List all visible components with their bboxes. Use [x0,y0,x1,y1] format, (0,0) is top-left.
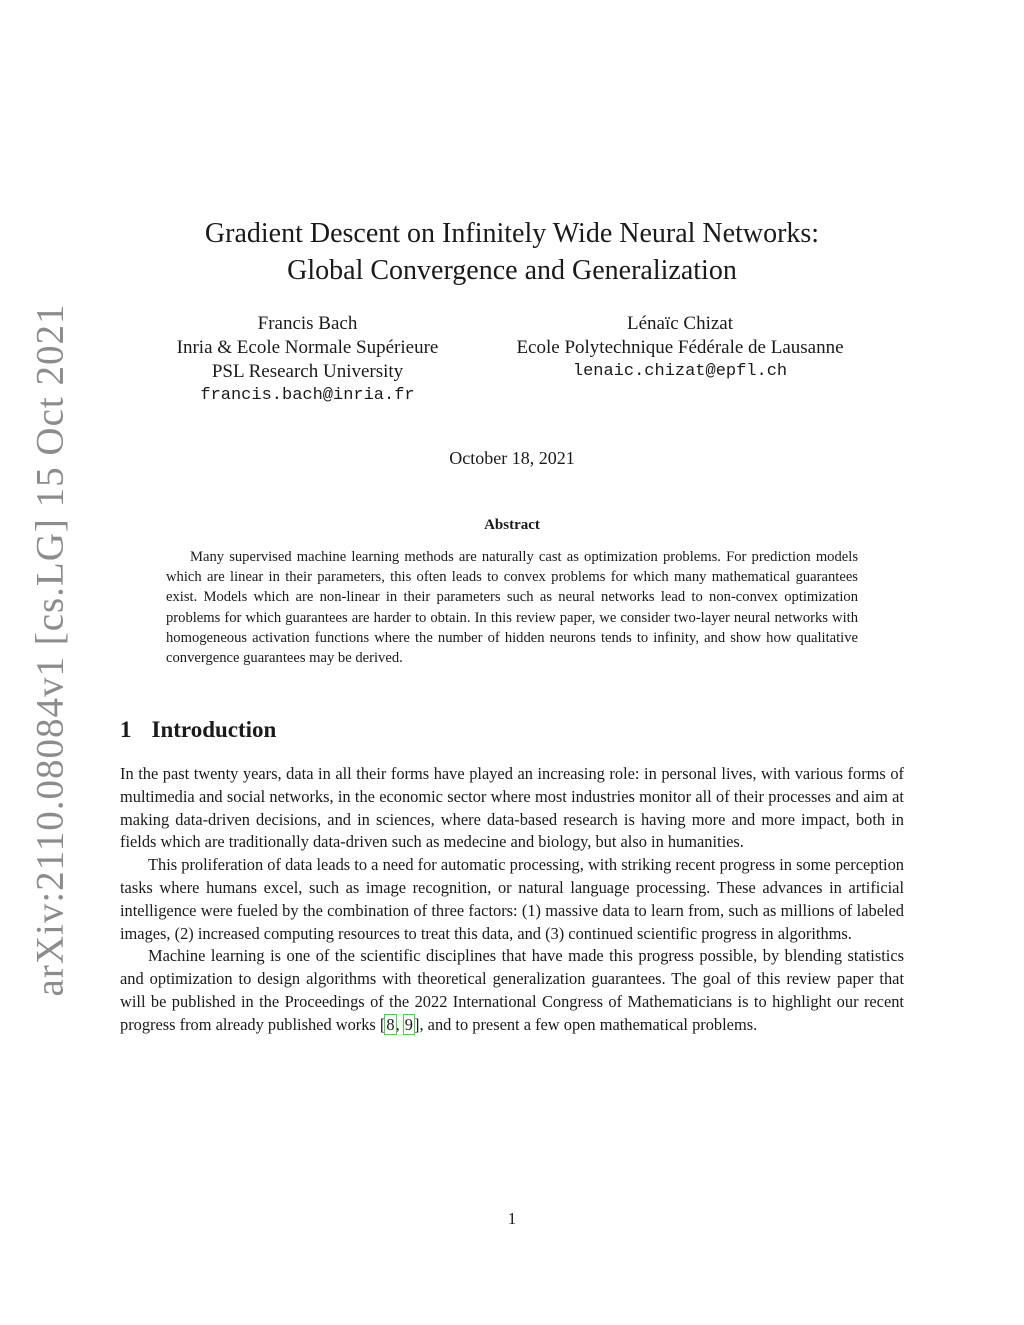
citation-separator: , [395,1014,404,1034]
paper-title-line-1: Gradient Descent on Infinitely Wide Neural Networks: [204,218,820,249]
introduction-body [120,763,904,1037]
section-heading-introduction [120,717,276,743]
author-affiliation: PSL Research University [211,361,404,382]
arxiv-identifier-stamp: arXiv:2110.08084v1 [cs.LG] 15 Oct 2021 [28,303,72,997]
author-affiliation: Ecole Polytechnique Fédérale de Lausanne [516,337,844,358]
author-block-chizat [485,312,875,384]
author-email[interactable]: lenaic.chizat@epfl.ch [572,362,788,381]
paragraph-1: In the past twenty years, data in all their forms have played an increasing role: in personal lives, with various forms of multimedia and social networks, in the economic sector where most industries monitor all of their processes and aim at making data-driven decisions, and in sciences, where data-based research is having more and more impact, both in fields which are traditionally data-driven such as medecine and biology, but also in humanities. [120,764,904,852]
paragraph-3 [120,945,904,1036]
citation-bracket-open: [ [379,1014,386,1034]
paragraph-3-text: Machine learning is one of the scientific disciplines that have made this progress possible, by blending statistics and optimization to design algorithms with theoretical generalization guarantees. The goal of this review paper that will be published in the Proceedings of the 2022 International Congress of Mathematicians is to highlight our recent progress from already published works [120,946,904,1034]
author-block-bach [150,312,465,408]
publication-date: October 18, 2021 [449,448,575,468]
citation-link-9[interactable]: 9 [404,1014,413,1034]
author-affiliation: Inria & Ecole Normale Supérieure [176,337,439,358]
author-name: Francis Bach [257,313,358,334]
section-title: Introduction [151,717,277,742]
paper-title [120,215,904,289]
citation-bracket-close: ] [414,1014,420,1034]
citation-link-8[interactable]: 8 [386,1014,395,1034]
paper-title-line-2: Global Convergence and Generalization [287,255,737,286]
author-name: Lénaïc Chizat [626,313,734,334]
abstract-text: Many supervised machine learning methods are naturally cast as optimization problems. For prediction models which are linear in their parameters, this often leads to convex problems for which many mathematical guarantees exist. Models which are non-linear in their parameters such as neural networks lead to non-convex optimization problems for which guarantees are harder to obtain. In this review paper, we consider two-layer neural networks with homogeneous activation functions where the number of hidden neurons tends to infinity, and show how qualitative convergence guarantees may be derived. [166,549,858,667]
paragraph-2: This proliferation of data leads to a need for automatic processing, with striking recent progress in some perception tasks where humans excel, such as image recognition, or natural language processing. These advances in artificial intelligence were fueled by the combination of three factors: (1) massive data to learn from, such as millions of labeled images, (2) increased computing resources to treat this data, and (3) continued scientific progress in algorithms. [120,855,904,943]
page-number: 1 [507,1209,517,1228]
author-email[interactable]: francis.bach@inria.fr [200,386,415,405]
abstract-heading: Abstract [484,517,540,533]
section-number: 1 [120,717,132,742]
paragraph-3-ending: , and to present a few open mathematical problems. [419,1014,758,1034]
